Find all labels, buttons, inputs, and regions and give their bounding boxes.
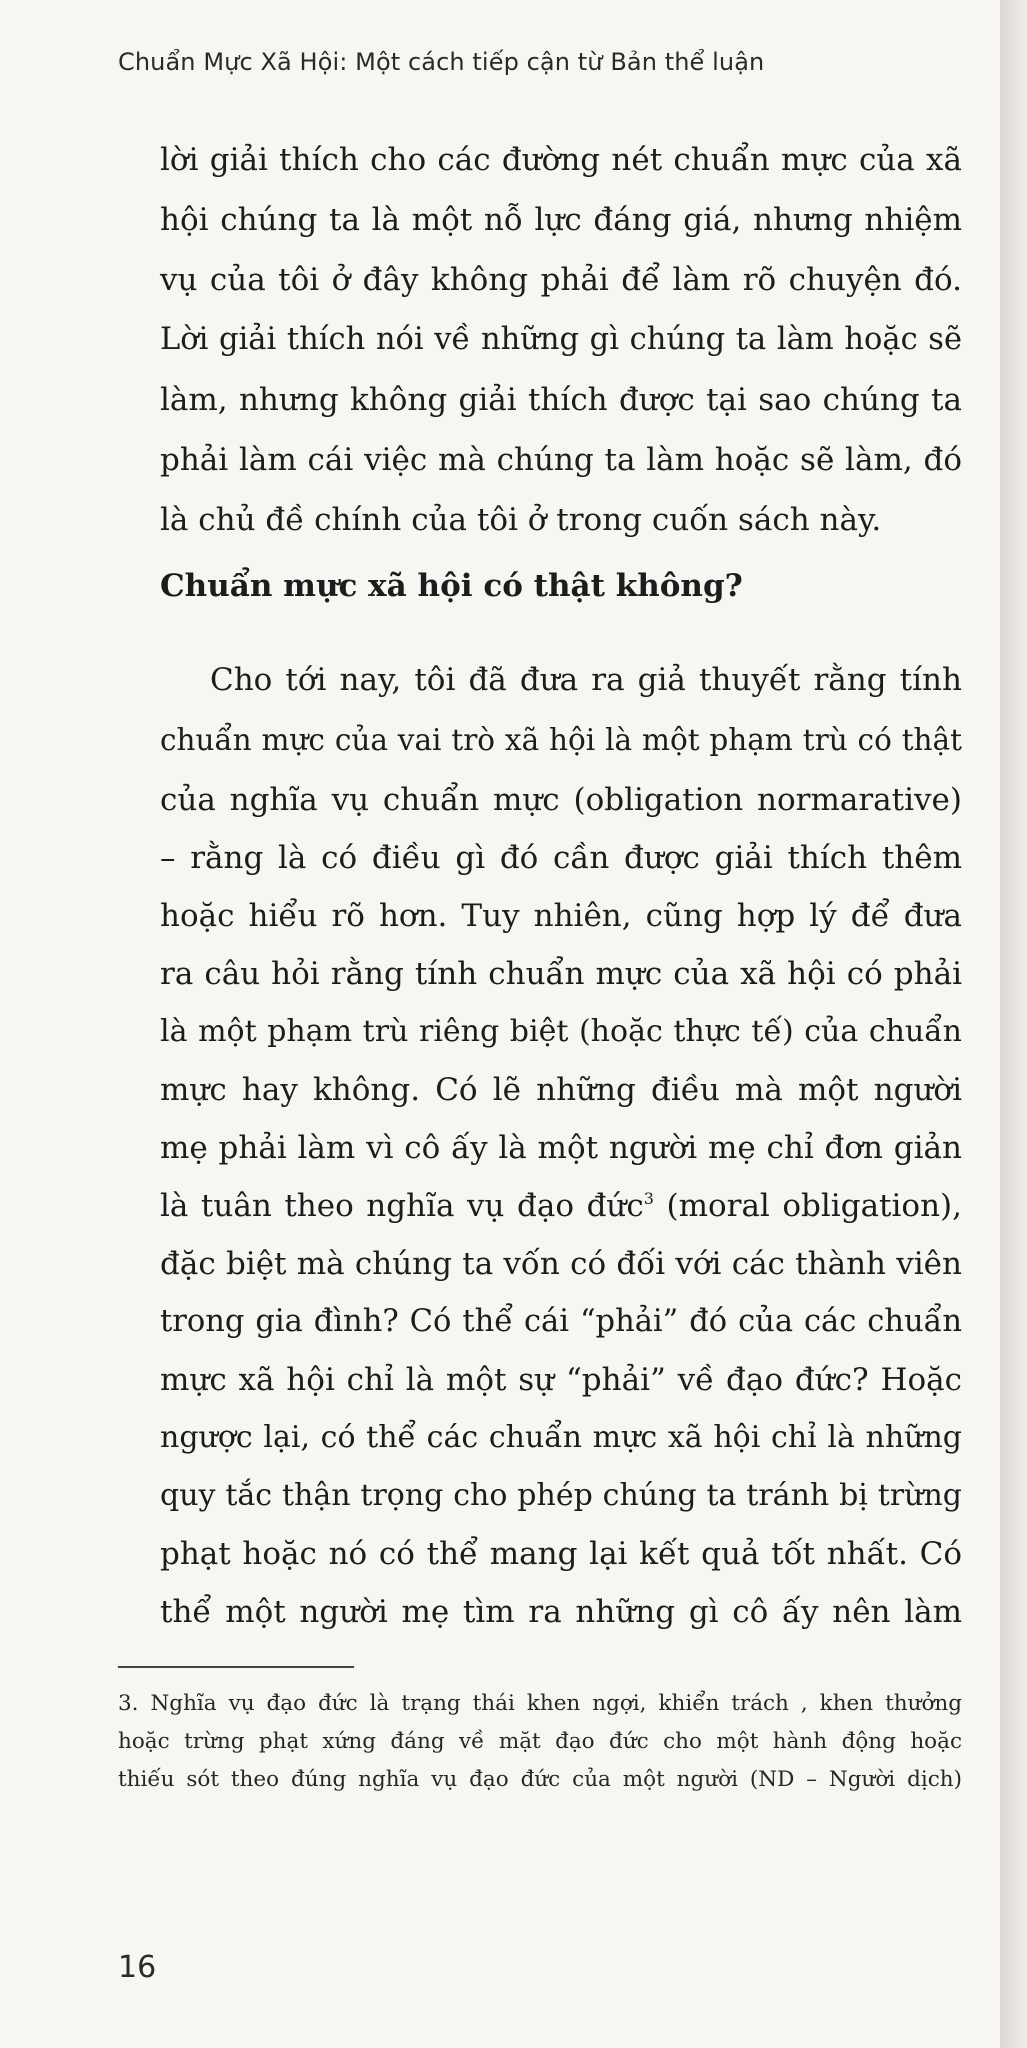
page-edge [1000, 0, 1027, 2048]
body-line: hội chúng ta là một nỗ lực đáng giá, nhưng nhiệm [160, 202, 962, 238]
footnote-line: thiếu sót theo đúng nghĩa vụ đạo đức của một người (ND – Người dịch) [118, 1767, 962, 1792]
footnote-line: 3. Nghĩa vụ đạo đức là trạng thái khen ngợi, khiển trách , khen thưởng [118, 1691, 962, 1716]
footnote-marker: 3 [643, 1189, 654, 1208]
body-line: đặc biệt mà chúng ta vốn có đối với các thành viên [160, 1246, 962, 1282]
body-line: chuẩn mực của vai trò xã hội là một phạm trù có thật [160, 723, 962, 757]
body-line: mẹ phải làm vì cô ấy là một người mẹ chỉ đơn giản [160, 1130, 962, 1166]
body-line: – rằng là có điều gì đó cần được giải thích thêm [160, 840, 962, 876]
body-line: là chủ đề chính của tôi ở trong cuốn sách này. [160, 502, 882, 538]
section-heading: Chuẩn mực xã hội có thật không? [160, 568, 743, 604]
body-text: (moral obligation), [653, 1188, 962, 1224]
body-line: của nghĩa vụ chuẩn mực (obligation normarative) [160, 782, 962, 818]
body-line: Cho tới nay, tôi đã đưa ra giả thuyết rằng tính [210, 662, 962, 698]
body-line: hoặc hiểu rõ hơn. Tuy nhiên, cũng hợp lý để đưa [160, 898, 962, 934]
footnote-separator [118, 1666, 354, 1668]
body-line: trong gia đình? Có thể cái “phải” đó của các chuẩn [160, 1304, 962, 1339]
body-text: là tuân theo nghĩa vụ đạo đức [160, 1188, 644, 1224]
body-line: vụ của tôi ở đây không phải để làm rõ chuyện đó. [160, 262, 962, 298]
body-line: phải làm cái việc mà chúng ta làm hoặc sẽ làm, đó [160, 442, 962, 478]
body-line: là một phạm trù riêng biệt (hoặc thực tế) của chuẩn [160, 1014, 962, 1049]
footnote-line: hoặc trừng phạt xứng đáng về mặt đạo đức cho một hành động hoặc [118, 1729, 962, 1754]
body-line: làm, nhưng không giải thích được tại sao chúng ta [160, 382, 962, 418]
running-header: Chuẩn Mực Xã Hội: Một cách tiếp cận từ Bản thể luận [118, 48, 765, 76]
page-number: 16 [118, 1950, 157, 1985]
body-line: ra câu hỏi rằng tính chuẩn mực của xã hội có phải [160, 956, 962, 992]
body-line: Lời giải thích nói về những gì chúng ta làm hoặc sẽ [160, 322, 962, 357]
body-line: thể một người mẹ tìm ra những gì cô ấy nên làm [160, 1594, 962, 1630]
body-line-with-footnote [160, 1186, 962, 1226]
body-line: phạt hoặc nó có thể mang lại kết quả tốt nhất. Có [160, 1536, 962, 1572]
body-line: quy tắc thận trọng cho phép chúng ta tránh bị trừng [160, 1478, 962, 1513]
body-line: lời giải thích cho các đường nét chuẩn mực của xã [160, 142, 962, 178]
body-line: ngược lại, có thể các chuẩn mực xã hội chỉ là những [160, 1420, 962, 1455]
body-line: mực xã hội chỉ là một sự “phải” về đạo đức? Hoặc [160, 1362, 962, 1398]
body-line: mực hay không. Có lẽ những điều mà một người [160, 1072, 962, 1108]
